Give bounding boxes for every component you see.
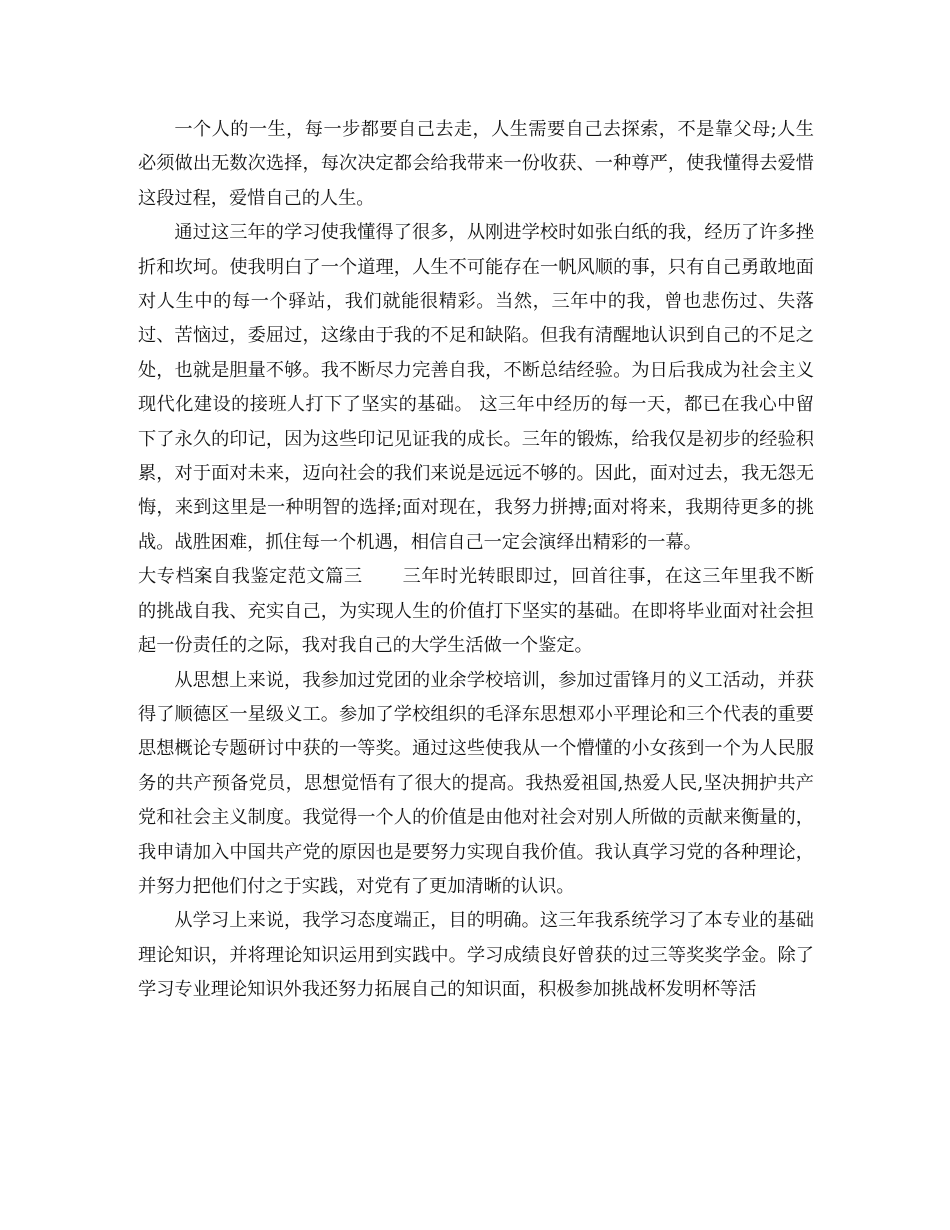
- paragraph-4-text: 从思想上来说，我参加过党团的业余学校培训，参加过雷锋月的义工活动，并获得了顺德区一星级义工。参加了学校组织的毛泽东思想邓小平理论和三个代表的重要思想概论专题研讨中获的一等奖。通过这些使我从一个懵懂的小女孩到一个为人民服务的共产预备党员，思想觉悟有了很大的提高。我热爱祖国,热爱人民,坚决拥护共产党和社会主义制度。我觉得一个人的价值是由他对社会对别人所做的贡献来衡量的，我申请加入中国共产党的原因也是要努力实现自我价值。我认真学习党的各种理论，并努力把他们付之于实践，对党有了更加清晰的认识。: [138, 669, 814, 897]
- document-page: [138, 113, 814, 1008]
- section-heading: 大专档案自我鉴定范文篇三: [138, 566, 363, 588]
- paragraph-5-text: 从学习上来说，我学习态度端正，目的明确。这三年我系统学习了本专业的基础理论知识，并将理论知识运用到实践中。学习成绩良好曾获的过三等奖奖学金。除了学习专业理论知识外我还努力拓展自己的知识面，积极参加挑战杯发明杯等活: [138, 910, 814, 1001]
- paragraph-2-text: 通过这三年的学习使我懂得了很多，从刚进学校时如张白纸的我，经历了许多挫折和坎坷。使我明白了一个道理，人生不可能存在一帆风顺的事，只有自己勇敢地面对人生中的每一个驿站，我们就能很精彩。当然，三年中的我，曾也悲伤过、失落过、苦恼过，委屈过，这缘由于我的不足和缺陷。但我有清醒地认识到自己的不足之处，也就是胆量不够。我不断尽力完善自我，不断总结经验。为日后我成为社会主义现代化建设的接班人打下了坚实的基础。 这三年中经历的每一天，都已在我心中留下了永久的印记，因为这些印记见证我的成长。三年的锻炼，给我仅是初步的经验积累，对于面对未来，迈向社会的我们来说是远远不够的。因此，面对过去，我无怨无悔，来到这里是一种明智的选择;面对现在，我努力拼搏;面对将来，我期待更多的挑战。战胜困难，抓住每一个机遇，相信自己一定会演绎出精彩的一幕。: [138, 222, 814, 553]
- paragraph-3: [138, 560, 814, 663]
- paragraph-3-text: 三年时光转眼即过，回首往事，在这三年里我不断的挑战自我、充实自己，为实现人生的价值打下坚实的基础。在即将毕业面对社会担起一份责任的之际，我对我自己的大学生活做一个鉴定。: [138, 566, 814, 657]
- paragraph-1: [138, 113, 814, 216]
- paragraph-1-text: 一个人的一生，每一步都要自己去走，人生需要自己去探索，不是靠父母;人生必须做出无数次选择，每次决定都会给我带来一份收获、一种尊严，使我懂得去爱惜这段过程，爱惜自己的人生。: [138, 119, 814, 209]
- paragraph-2: [138, 216, 814, 560]
- paragraph-5: [138, 904, 814, 1007]
- paragraph-4: [138, 664, 814, 905]
